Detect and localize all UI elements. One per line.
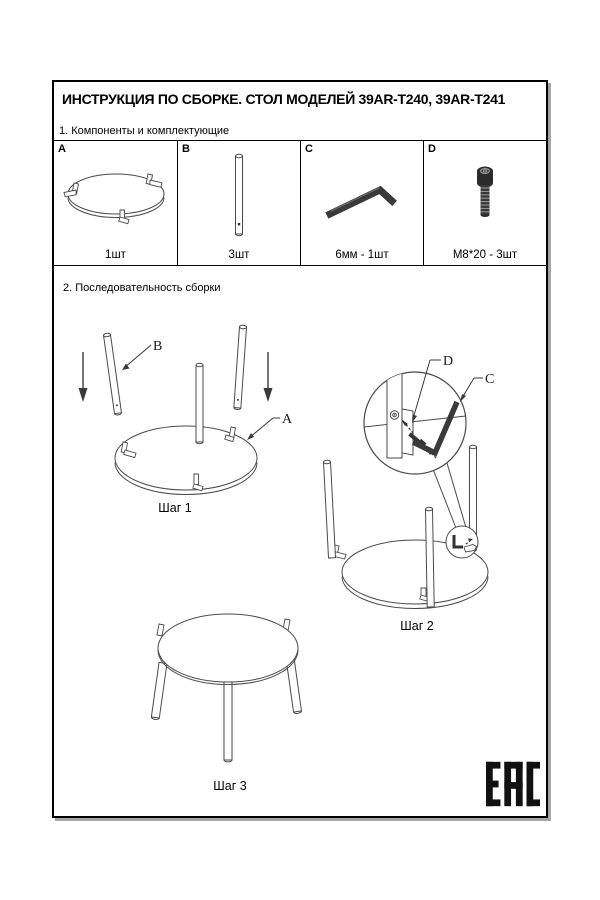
table-top (158, 614, 298, 682)
step2-caption: Шаг 2 (400, 619, 434, 633)
component-cell-d (423, 141, 546, 265)
finished-leg-center (224, 681, 232, 762)
component-cell-b (177, 141, 300, 265)
component-qty: M8*20 - 3шт (452, 249, 518, 261)
component-letter: C (305, 143, 313, 155)
component-qty: 3шт (228, 249, 250, 261)
attached-leg-left (323, 460, 335, 558)
component-letter: A (58, 143, 66, 155)
table-leg-icon (219, 150, 259, 242)
step1-caption: Шаг 1 (158, 501, 192, 515)
callout-a-label: A (282, 412, 293, 427)
hex-key-icon (316, 168, 408, 224)
instruction-sheet (52, 80, 548, 818)
component-letter: B (182, 143, 190, 155)
leg-b-right (234, 325, 247, 410)
callout-b-label: B (153, 339, 163, 354)
components-table (54, 140, 546, 266)
step3-diagram (133, 603, 333, 793)
component-cell-a (54, 141, 177, 265)
page-title: ИНСТРУКЦИЯ ПО СБОРКЕ. СТОЛ МОДЕЛЕЙ 39AR-T240, 39AR-T241 (62, 91, 506, 107)
component-cell-c (300, 141, 423, 265)
step1-diagram (63, 316, 313, 508)
component-letter: D (428, 143, 436, 155)
components-section-heading: 1. Компоненты и комплектующие (59, 125, 230, 137)
leg-b-left (103, 333, 121, 416)
callout-c-label: C (485, 372, 495, 387)
leg-b-center (196, 363, 203, 443)
attached-leg-center (425, 507, 434, 607)
assembly-section-heading: 2. Последовательность сборки (63, 282, 221, 294)
bolt-icon (465, 159, 505, 233)
table-top-icon (60, 150, 172, 242)
step2-diagram (305, 345, 560, 617)
detail-callout-circle (446, 526, 478, 558)
eac-mark (486, 761, 540, 807)
callout-d-label: D (443, 354, 454, 369)
component-qty: 1шт (105, 249, 126, 261)
component-qty: 6мм - 1шт (335, 249, 389, 261)
step3-caption: Шаг 3 (213, 779, 247, 793)
finished-leg-left (151, 662, 167, 719)
